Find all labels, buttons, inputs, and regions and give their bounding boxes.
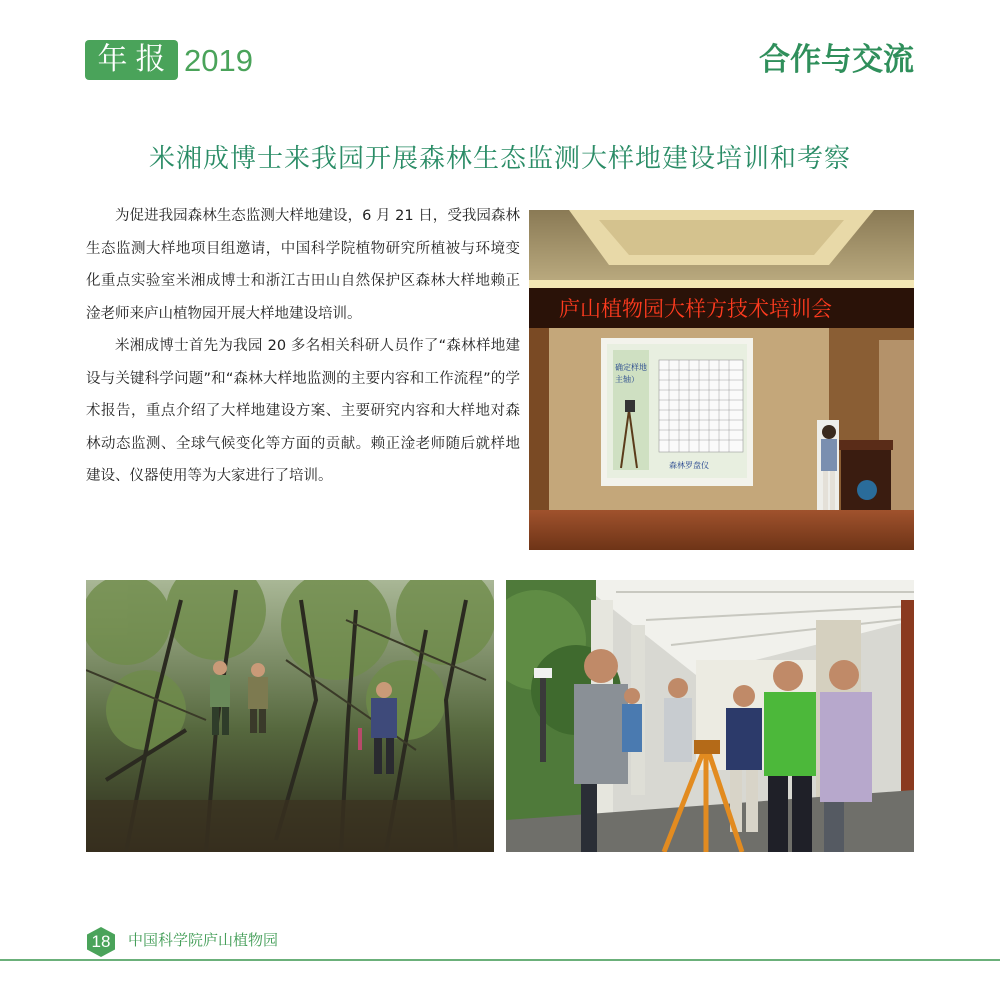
paragraph-2: 米湘成博士首先为我园 20 多名相关科研人员作了“森林样地建设与关键科学问题”和“森林大样地监测的主要内容和工作流程”的学术报告，重点介绍了大样地建设方案、主要研究内容和大样地对森林动态监测、全球气候变化等方面的贡献。赖正淦老师随后就样地建设、仪器使用等为大家进行了培训。	[86, 338, 520, 484]
section-title: 合作与交流	[759, 42, 914, 78]
forest-photo	[86, 580, 494, 852]
paragraph-1: 为促进我园森林生态监测大样地建设，6 月 21 日，受我园森林生态监测大样地项目组邀请，中国科学院植物研究所植被与环境变化重点实验室米湘成博士和浙江古田山自然保护区森林大样地赖正淦老师来庐山植物园开展大样地建设培训。	[86, 208, 520, 322]
instrument-training-photo	[506, 580, 914, 852]
footer-divider	[0, 959, 1000, 961]
page-number: 18	[91, 932, 111, 951]
banner-text: 庐山植物园大样方技术培训会	[559, 297, 832, 321]
article-title: 米湘成博士来我园开展森林生态监测大样地建设培训和考察	[148, 144, 851, 174]
slide-caption: 森林罗盘仪	[669, 461, 709, 470]
slide-label-2: 主轴）	[615, 375, 639, 384]
annual-report-badge: 年报	[85, 40, 178, 80]
article-body	[86, 200, 520, 493]
lecture-photo	[529, 210, 914, 550]
slide-label-1: 确定样地	[615, 363, 647, 372]
report-year: 2019	[184, 43, 253, 78]
footer-institution: 中国科学院庐山植物园	[128, 931, 279, 949]
